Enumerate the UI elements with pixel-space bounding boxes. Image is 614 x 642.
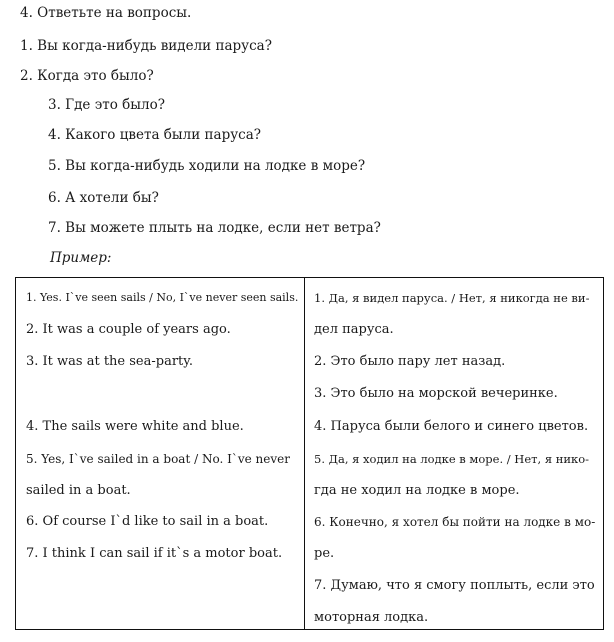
answer-en-5-line-2: sailed in a boat. [26,483,131,498]
answers-table [15,277,604,630]
example-label: Пример: [50,250,112,266]
answer-ru-4: 4. Паруса были белого и синего цветов. [314,419,589,434]
question-1: 1. Вы когда-нибудь видели паруса? [20,38,272,54]
answer-en-7: 7. I think I can sail if it`s a motor boat. [26,546,283,561]
answer-en-1: 1. Yes. I`ve seen sails / No, I`ve never seen sails. [26,291,299,304]
answer-ru-7-line-1: 7. Думаю, что я смогу поплыть, если это [314,578,595,593]
exercise-heading: 4. Ответьте на вопросы. [20,5,192,21]
answer-en-4: 4. The sails were white and blue. [26,419,244,434]
answer-en-3: 3. It was at the sea-party. [26,354,194,369]
answer-en-5-line-1: 5. Yes, I`ve sailed in a boat / No. I`ve never [26,452,290,466]
question-6: 6. А хотели бы? [48,190,159,206]
answer-ru-6-line-2: ре. [314,546,335,561]
question-7: 7. Вы можете плыть на лодке, если нет ветра? [48,220,381,236]
answer-ru-7-line-2: моторная лодка. [314,610,429,625]
question-4: 4. Какого цвета были паруса? [48,127,262,143]
answer-en-2: 2. It was a couple of years ago. [26,322,231,337]
answer-en-6: 6. Of course I`d like to sail in a boat. [26,514,269,529]
answer-ru-1-line-2: дел паруса. [314,322,394,337]
question-5: 5. Вы когда-нибудь ходили на лодке в море? [48,158,366,174]
column-divider [304,278,305,629]
answer-ru-5-line-2: гда не ходил на лодке в море. [314,483,520,498]
question-3: 3. Где это было? [48,97,165,113]
answer-ru-1-line-1: 1. Да, я видел паруса. / Нет, я никогда не ви- [314,291,590,305]
answer-ru-3: 3. Это было на морской вечеринке. [314,386,558,401]
answer-ru-2: 2. Это было пару лет назад. [314,354,506,369]
answer-ru-6-line-1: 6. Конечно, я хотел бы пойти на лодке в мо- [314,515,596,529]
question-2: 2. Когда это было? [20,68,154,84]
answer-ru-5-line-1: 5. Да, я ходил на лодке в море. / Нет, я нико- [314,452,590,466]
